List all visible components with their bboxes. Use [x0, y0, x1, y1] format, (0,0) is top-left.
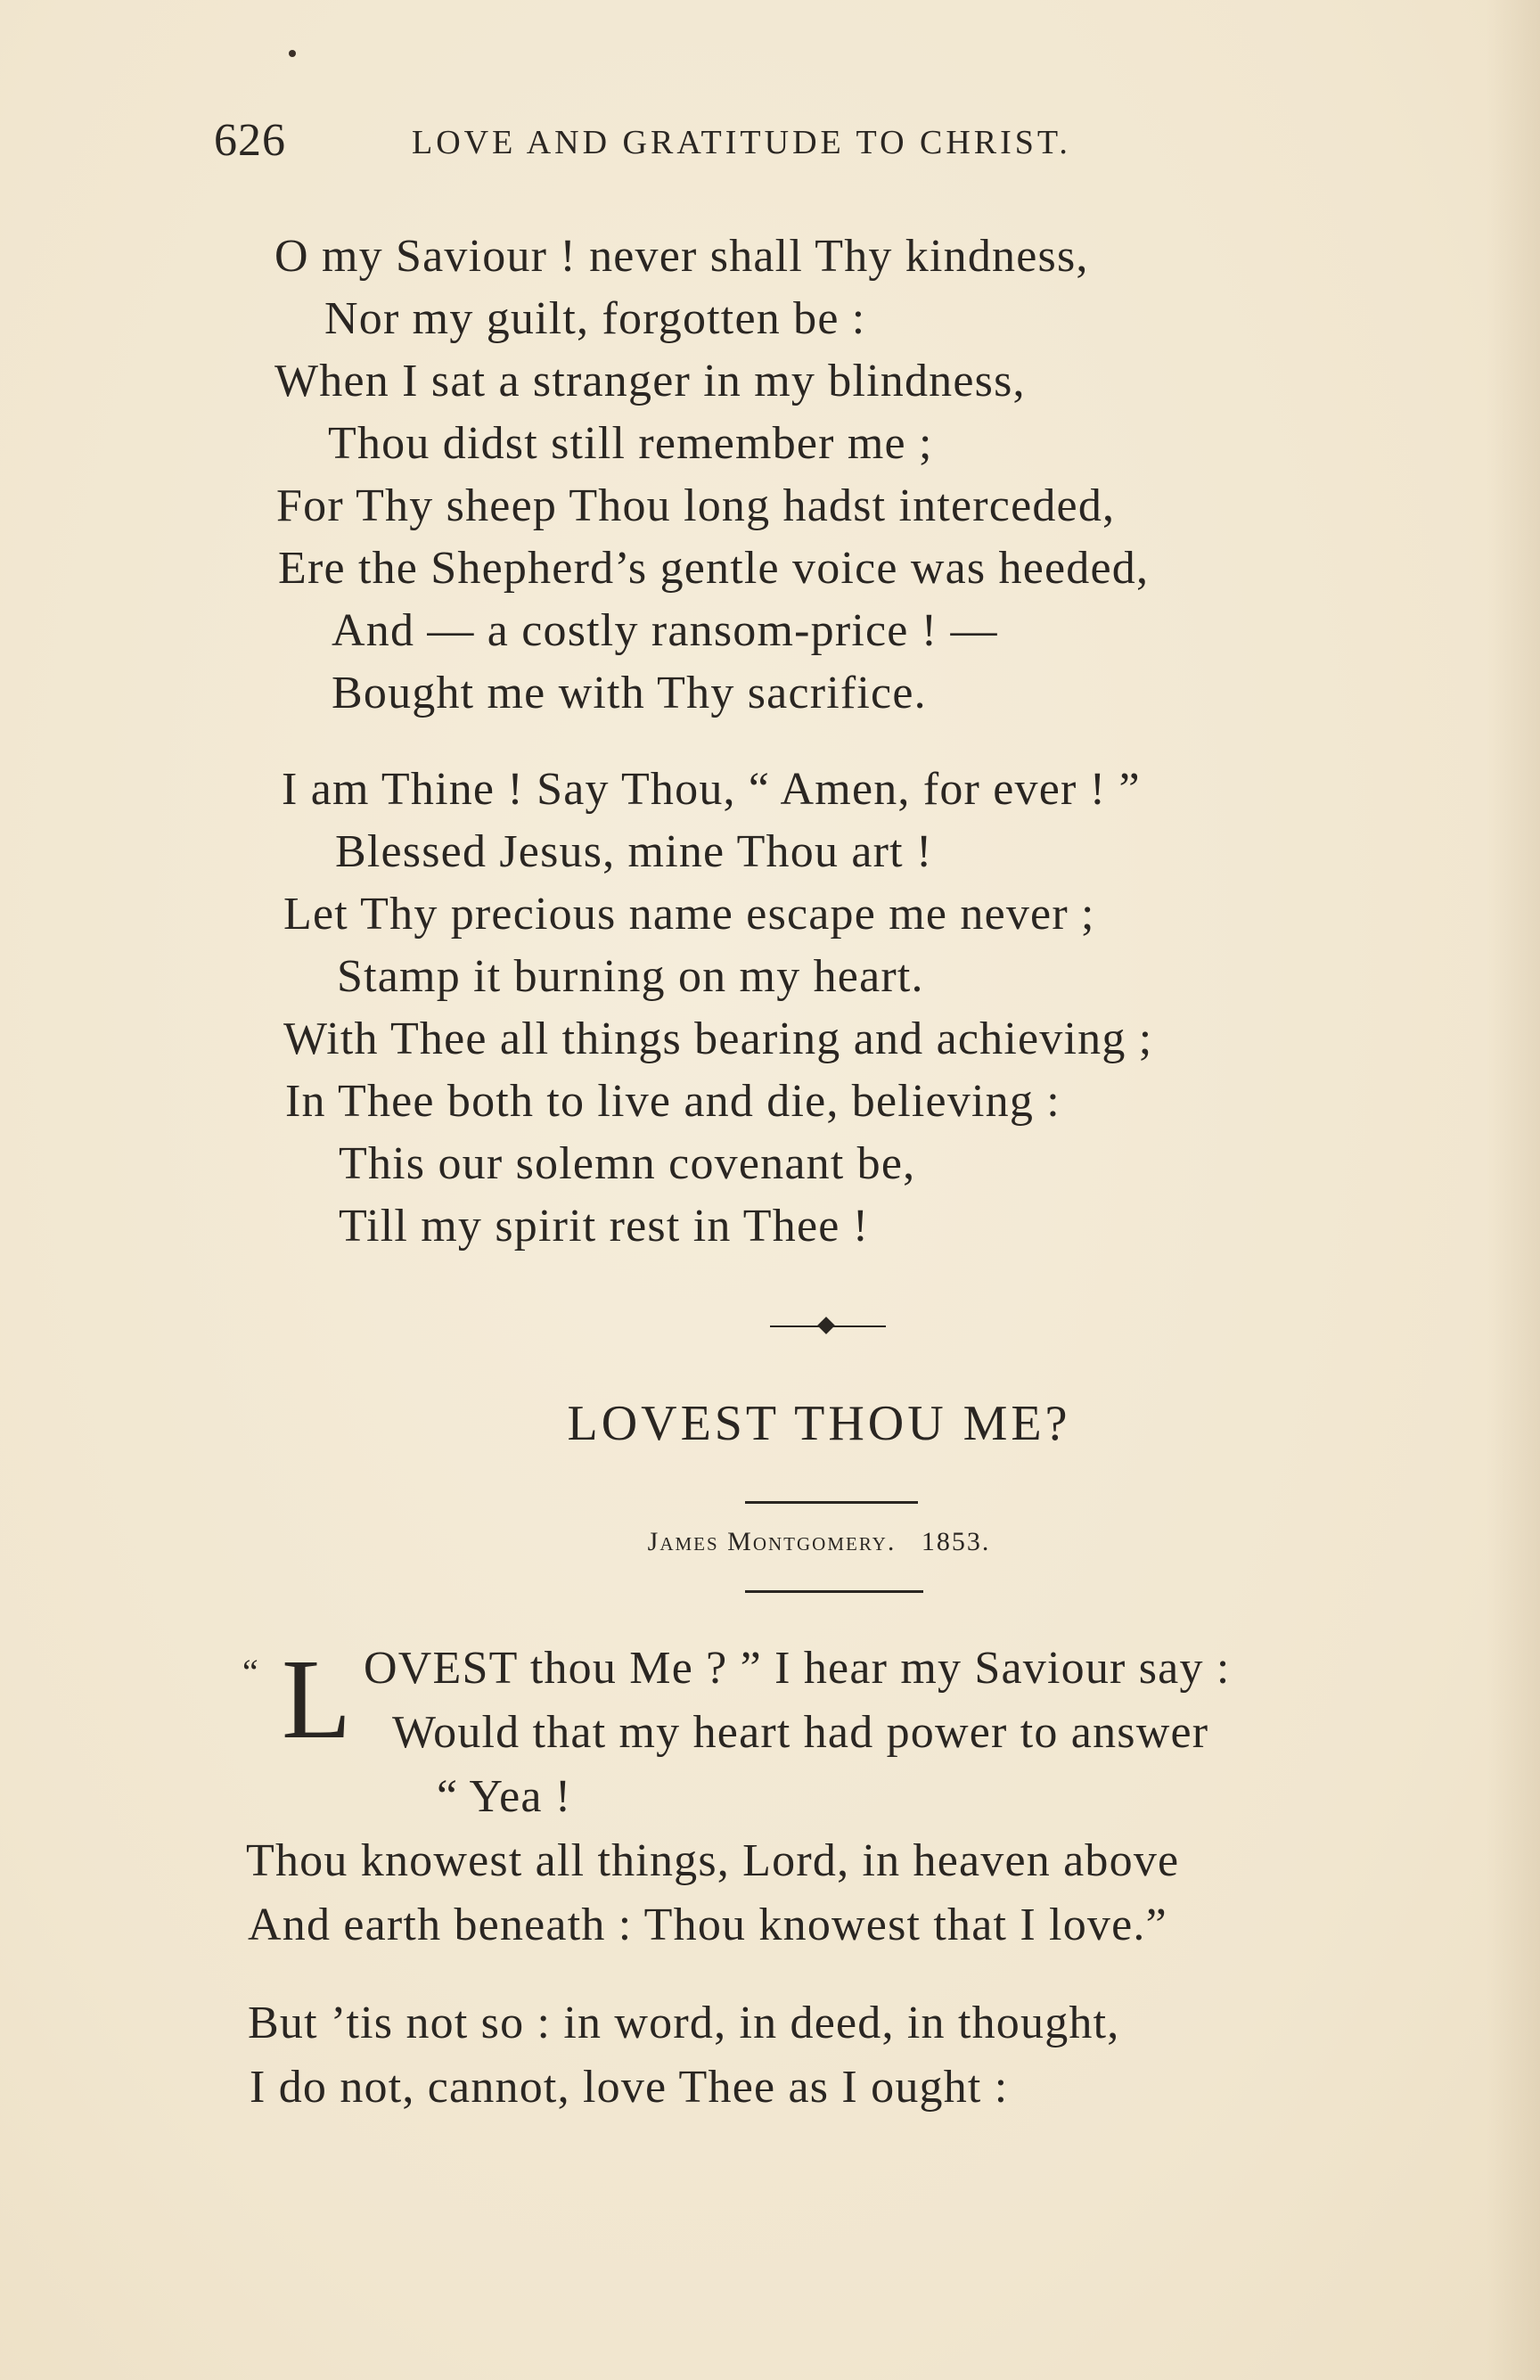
verse-line: Would that my heart had power to answer: [392, 1707, 1209, 1758]
page-number: 626: [214, 115, 286, 166]
poem-year: 1853.: [921, 1527, 991, 1556]
verse-line: Let Thy precious name escape me never ;: [283, 889, 1095, 940]
verse-line: Blessed Jesus, mine Thou art !: [335, 826, 933, 877]
verse-line: And — a costly ransom-price ! —: [332, 605, 998, 656]
verse-line: I am Thine ! Say Thou, “ Amen, for ever ! ”: [282, 764, 1141, 815]
verse-line: Stamp it burning on my heart.: [337, 951, 924, 1002]
page-header: [214, 114, 1283, 168]
verse-line: This our solemn covenant be,: [339, 1138, 916, 1189]
page-edge-shadow: [1487, 0, 1540, 2380]
verse-line: Nor my guilt, forgotten be :: [324, 293, 866, 344]
poem-title: LOVEST THOU ME?: [567, 1396, 1071, 1451]
ink-speck: [289, 50, 296, 57]
ornament-rule-right: [832, 1325, 886, 1327]
verse-line: I do not, cannot, love Thee as I ought :: [250, 2062, 1009, 2113]
verse-line: OVEST thou Me ? ” I hear my Saviour say :: [364, 1643, 1231, 1694]
verse-line: With Thee all things bearing and achieving ;: [283, 1014, 1153, 1064]
verse-line: When I sat a stranger in my blindness,: [274, 356, 1026, 406]
opening-quote-mark: “: [242, 1652, 258, 1692]
ornament-rule-left: [770, 1325, 820, 1327]
verse-line: And earth beneath : Thou knowest that I love.”: [248, 1900, 1167, 1950]
verse-line: In Thee both to live and die, believing :: [285, 1076, 1061, 1127]
poem-byline: [0, 1527, 1540, 1557]
verse-line: Bought me with Thy sacrifice.: [332, 668, 927, 718]
title-rule-bottom: [745, 1590, 923, 1593]
poem-author: James Montgomery.: [647, 1527, 897, 1556]
verse-line: Ere the Shepherd’s gentle voice was heeded,: [278, 543, 1150, 594]
verse-line: O my Saviour ! never shall Thy kindness,: [274, 231, 1089, 282]
verse-line: Till my spirit rest in Thee !: [339, 1201, 870, 1252]
verse-line: For Thy sheep Thou long hadst interceded,: [276, 480, 1116, 531]
title-rule-top: [745, 1501, 918, 1504]
verse-line: But ’tis not so : in word, in deed, in thought,: [248, 1998, 1120, 2048]
verse-line: Thou knowest all things, Lord, in heaven above: [246, 1835, 1180, 1886]
verse-line: “ Yea !: [437, 1771, 572, 1822]
drop-cap: L: [282, 1636, 352, 1762]
running-head: LOVE AND GRATITUDE TO CHRIST.: [412, 124, 1071, 161]
section-ornament: [770, 1309, 886, 1344]
verse-line: Thou didst still remember me ;: [328, 418, 933, 469]
